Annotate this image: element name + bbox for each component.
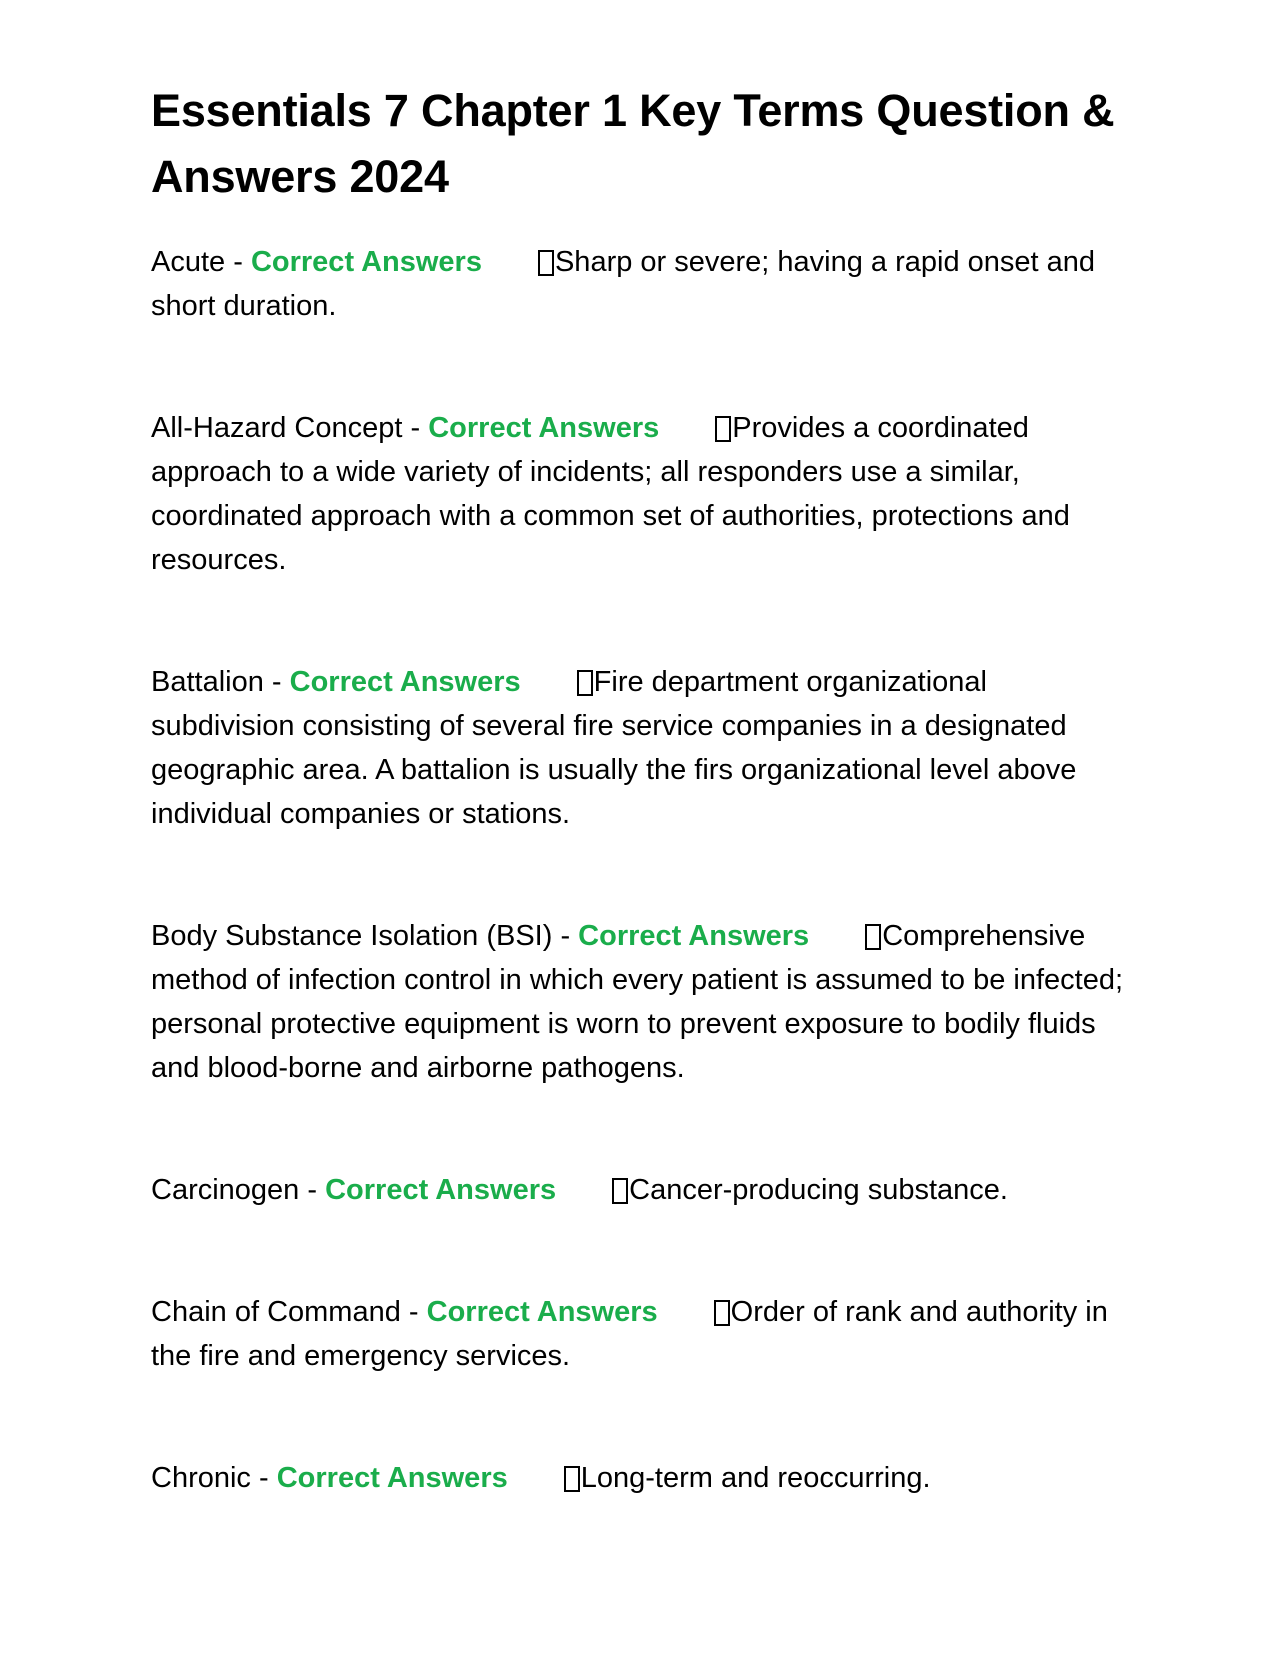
missing-glyph-box-icon bbox=[538, 250, 554, 276]
correct-answers-label: Correct Answers bbox=[426, 1296, 658, 1328]
term-definition: Comprehensive method of infection control in which every patient is assumed to be infected; personal protective equipment is worn to prevent exposure to bodily fluids and blood-borne and airborne pathogens. bbox=[151, 920, 1124, 1084]
key-term-entry bbox=[151, 914, 1136, 1090]
missing-glyph-box-icon bbox=[865, 924, 881, 950]
term-name: Battalion bbox=[151, 666, 264, 698]
term-separator: - bbox=[225, 246, 251, 278]
term-definition: Cancer-producing substance. bbox=[629, 1174, 1008, 1206]
term-definition: Fire department organizational subdivision consisting of several fire service companies in a designated geographic area. A battalion is usually the firs organizational level above individual companies or stations. bbox=[151, 666, 1077, 830]
key-term-entry bbox=[151, 1290, 1136, 1378]
term-separator: - bbox=[263, 666, 290, 698]
key-terms-list bbox=[151, 240, 1136, 1500]
term-name: Body Substance Isolation (BSI) bbox=[151, 920, 553, 952]
missing-glyph-box-icon bbox=[564, 1466, 580, 1492]
term-name: Acute bbox=[151, 246, 226, 278]
correct-answers-label: Correct Answers bbox=[289, 666, 521, 698]
term-separator: - bbox=[250, 1462, 277, 1494]
missing-glyph-box-icon bbox=[612, 1178, 628, 1204]
correct-answers-label: Correct Answers bbox=[428, 412, 660, 444]
term-name: Chronic bbox=[151, 1462, 251, 1494]
term-name: Carcinogen bbox=[151, 1174, 300, 1206]
correct-answers-label: Correct Answers bbox=[578, 920, 810, 952]
key-term-entry bbox=[151, 240, 1136, 328]
term-separator: - bbox=[402, 412, 429, 444]
term-definition: Order of rank and authority in the fire and emergency services. bbox=[151, 1296, 1108, 1372]
correct-answers-label: Correct Answers bbox=[276, 1462, 508, 1494]
term-separator: - bbox=[299, 1174, 326, 1206]
missing-glyph-box-icon bbox=[714, 1300, 730, 1326]
missing-glyph-box-icon bbox=[715, 416, 731, 442]
term-definition: Sharp or severe; having a rapid onset and short duration. bbox=[151, 246, 1096, 322]
term-name: Chain of Command bbox=[151, 1296, 401, 1328]
term-separator: - bbox=[552, 920, 579, 952]
term-name: All-Hazard Concept bbox=[151, 412, 403, 444]
term-definition: Long-term and reoccurring. bbox=[580, 1462, 931, 1494]
term-definition: Provides a coordinated approach to a wide variety of incidents; all responders use a similar, coordinated approach with a common set of authorities, protections and resources. bbox=[151, 412, 1070, 576]
page-title: Essentials 7 Chapter 1 Key Terms Question & Answers 2024 bbox=[151, 85, 1115, 202]
correct-answers-label: Correct Answers bbox=[325, 1174, 557, 1206]
term-separator: - bbox=[400, 1296, 427, 1328]
key-term-entry bbox=[151, 1456, 1136, 1500]
document-content bbox=[151, 78, 1136, 1500]
correct-answers-label: Correct Answers bbox=[250, 246, 482, 278]
key-term-entry bbox=[151, 1168, 1136, 1212]
key-term-entry bbox=[151, 660, 1136, 836]
key-term-entry bbox=[151, 406, 1136, 582]
missing-glyph-box-icon bbox=[577, 670, 593, 696]
